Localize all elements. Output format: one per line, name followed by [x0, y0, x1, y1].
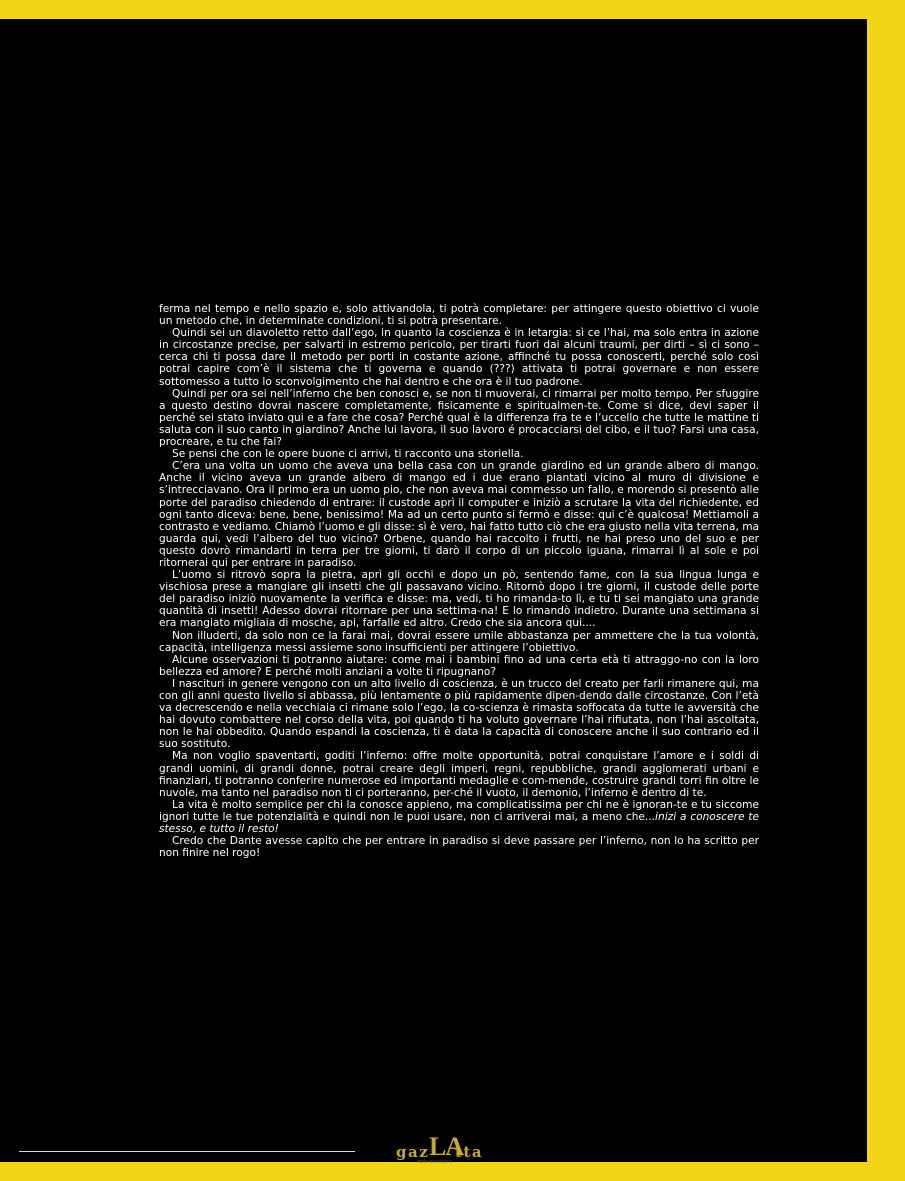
paragraph-8: Alcune osservazioni ti potranno aiutare: come mai i bambini fino ad una certa età ti attraggo-no con la loro bellezza ed amore? E perché molti anziani a volte ti ripugnano? — [159, 653, 759, 678]
paragraph-3: Quindi per ora sei nell’inferno che ben conosci e, se non ti muoverai, ci rimarrai per molto tempo. Per sfuggire a questo destino dovrai nascere completamente, fisicamente e spiritualmen-te. Come si dice, devi saper il perché sei stato inviato qui e a fare che cosa? Perché qual è la differenza fra te e l’uccello che tutte le mattine ti saluta con il suo canto in giardino? Anche lui lavora, il suo lavoro é procacciarsi del cibo, e il tuo? Farsi una casa, procreare, e tu che fai? — [159, 387, 759, 449]
paragraph-2: Quindi sei un diavoletto retto dall’ego, in quanto la coscienza è in letargia: sì ce l’hai, ma solo entra in azione in circostanze precise, per salvarti in estremo pericolo, per tirarti fuori dai alcuni traumi, per dirti – sì ci sono – cerca chi ti possa dare il metodo per porti in costante azione, affinché tu possa conoscerti, perché solo così potrai capire com’è il sistema che ti governa e quando (???) attivata ti potrai governare e non essere sottomesso a tutto lo sconvolgimento che hai dentro e che ora è il tuo padrone. — [159, 327, 759, 388]
page-panel — [0, 19, 867, 1162]
logo-lead-text: gaz — [396, 1143, 430, 1161]
paragraph-5: C’era una volta un uomo che aveva una bella casa con un grande giardino ed un grande albero di mango. Anche il vicino aveva un grande albero di mango ed i due erano piantati vicino al muro di divisione e s’intrecciavano. Ora il primo era un uomo pio, che non aveva mai commesso un fallo, e morendo si presentò alle porte del paradiso chiedendo di entrare: il custode aprì il computer e iniziò a scrutare la vita del richiedente, ed ogni tanto diceva: bene, bene, benissimo! Ma ad un certo punto si fermò e disse: qui c’è qualcosa! Mettiamoli a contrasto e vediamo. Chiamò l’uomo e gli disse: sì è vero, hai fatto tutto ciò che era giusto nella vita terrena, ma guarda qui, vedi l’albero del tuo vicino? Orbene, quando hai raccolto i frutti, ne hai preso uno del suo e per questo dovrò rimandarti in terra per tre giorni, ti darò il corpo di un piccolo iguana, rimarrai lì al sole e poi ritornerai qui per entrare in paradiso. — [159, 460, 760, 569]
logo-tail-text: tta — [455, 1143, 484, 1161]
paragraph-11 — [159, 799, 759, 835]
paragraph-10: Ma non voglio spaventarti, goditi l’inferno: offre molte opportunità, potrai conquistare l’amore e i soldi di grandi uomini, di grandi donne, potrai creare degli imperi, regni, repubbliche, grandi agglomerati urbani e finanziari, ti potranno conferire numerose ed importanti medaglie e com-mende, costruire grandi torri fin oltre le nuvole, ma tanto nel paradiso non ti ci porteranno, per-ché il vuoto, il demonio, l’inferno è dentro di te. — [159, 750, 759, 799]
paragraph-4: Se pensi che con le opere buone ci arrivi, ti racconto una storiella. — [172, 448, 524, 461]
page-number: 53 — [873, 583, 887, 593]
paragraph-1: ferma nel tempo e nello spazio e, solo attivandola, ti potrà completare: per attingere questo obiettivo ci vuole un metodo che, in determinate condizioni, ti si potrà presentare. — [159, 303, 759, 328]
logo-mark: LA — [429, 1132, 464, 1161]
paragraph-6: L’uomo si ritrovò sopra la pietra, aprì gli occhi e dopo un pò, sentendo fame, con la sua lingua lunga e vischiosa prese a mangiare gli insetti che gli passavano vicino. Ritornò dopo i tre giorni, il custode delle porte del paradiso iniziò nuovamente la verifica e disse: ma, vedi, ti ho rimanda-to lì, e tu ti sei mangiato una grande quantità di insetti! Adesso dovrai ritornare per una settima-na! E lo rimandò indietro. Durante una settimana si era mangiato migliaia di mosche, api, farfalle ed altro. Credo che sia ancora qui.... — [159, 569, 759, 630]
paragraph-7: Non illuderti, da solo non ce la farai mai, dovrai essere umile abbastanza per ammettere che la tua volontà, capacità, intelligenza messi assieme sono insufficienti per attingere l’obiettivo. — [159, 629, 759, 654]
paragraph-11-emphasis: inizi a conoscere te stesso, e tutto il resto! — [159, 810, 759, 836]
gazzetta-logo — [396, 1133, 508, 1167]
paragraph-11-text: La vita è molto semplice per chi la conosce appieno, ma complicatissima per chi ne è ignoran-te e tu siccome ignori tutte le tue potenzialità e quindi non le puoi usare, non ci arriverai mai, a meno che... — [159, 798, 759, 823]
article-body — [159, 303, 759, 859]
logo-subtitle: Italo-brasiliana — [418, 1159, 453, 1164]
footer-rule — [19, 1151, 355, 1152]
paragraph-12: Credo che Dante avesse capito che per entrare in paradiso si deve passare per l’inferno, non lo ha scritto per non finire nel rogo! — [159, 835, 759, 860]
paragraph-9: I nascituri in genere vengono con un alto livello di coscienza, è un trucco del creato per farli rimanere qui, ma con gli anni questo livello si abbassa, più lentamente o più rapidamente dipen-dendo dalle circostanze. Con l’età va decrescendo e nella vecchiaia ci rimane solo l’ego, la co-scienza è rimasta soffocata da tutte le avversità che hai dovuto combattere nel corso della vita, poi quando ti ha voluto governare l’hai rifiutata, non l’hai ascoltata, non le hai obbedito. Quando espandi la coscienza, ti è data la capacità di conoscere anche il suo contrario ed il suo sostituto. — [159, 677, 759, 751]
